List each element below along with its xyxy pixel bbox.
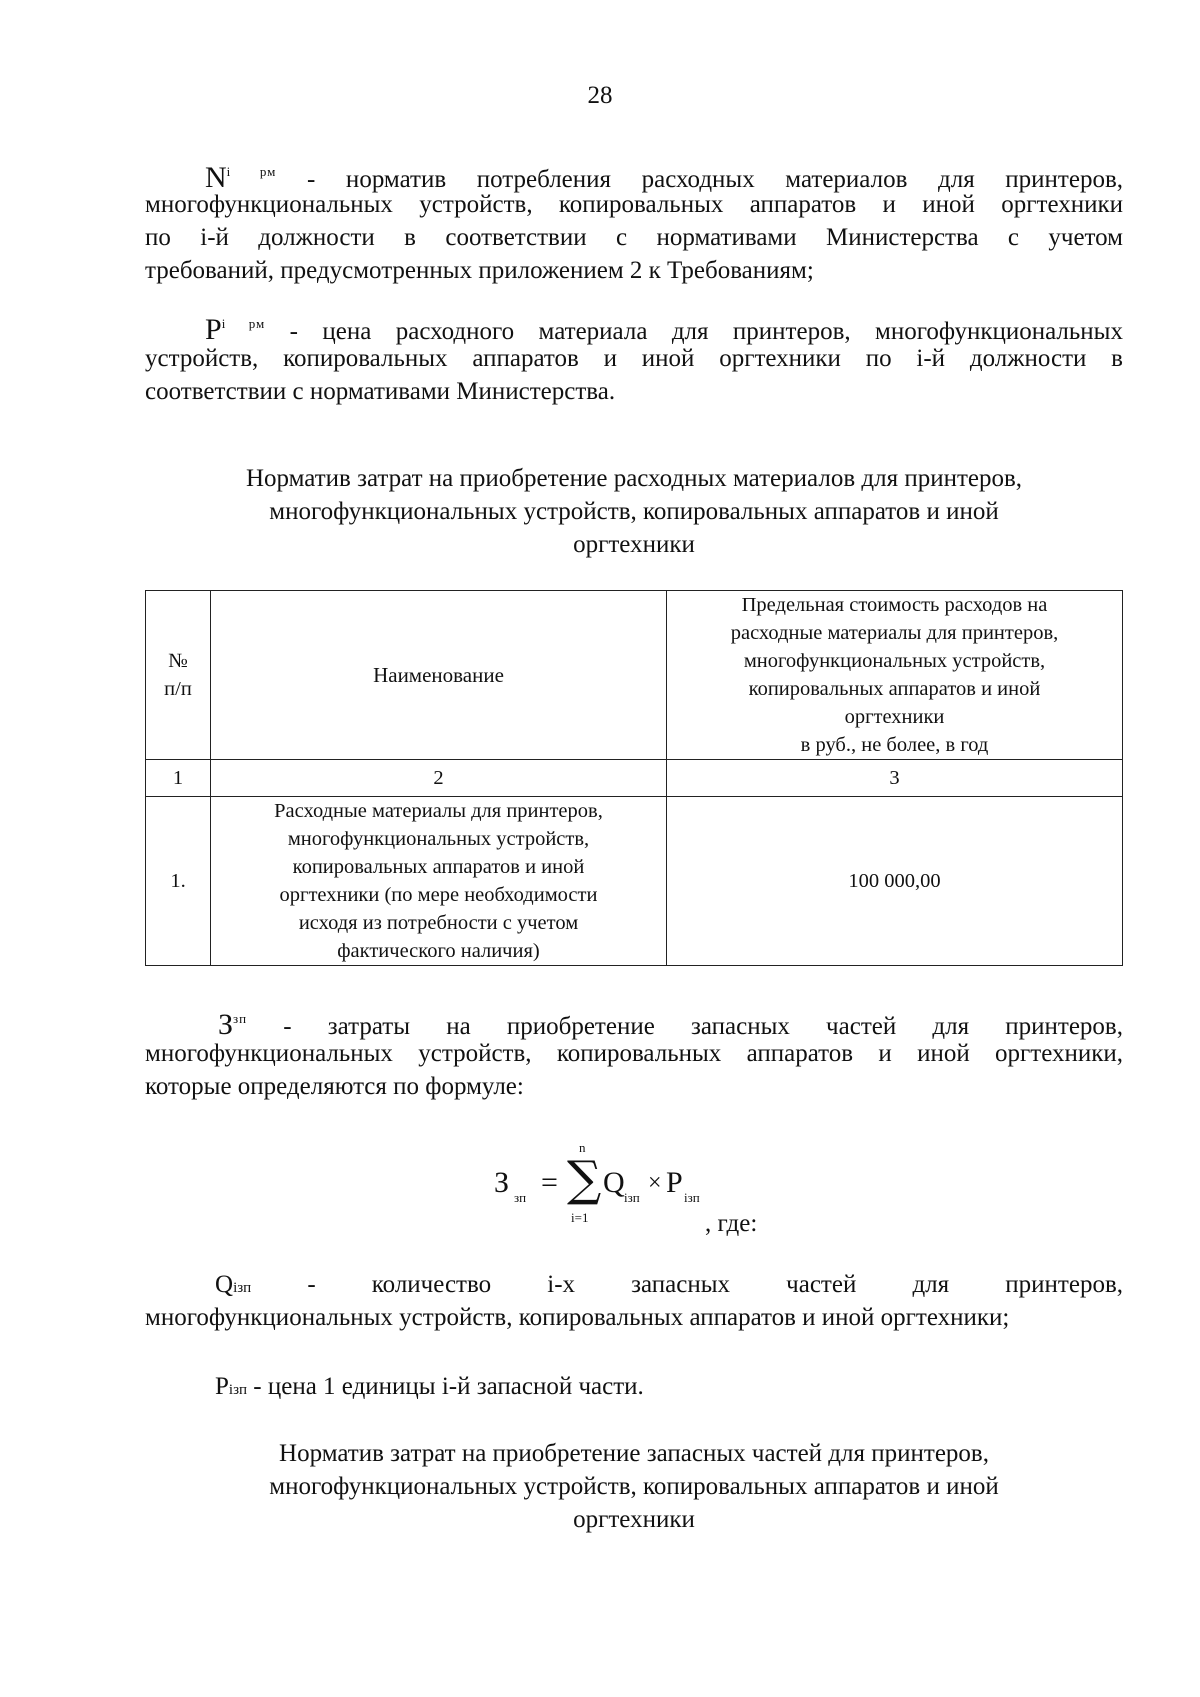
definition-z-line-2: многофункциональных устройств, копировальных аппаратов и иной оргтехники, [145,1040,1123,1067]
formula [0,1140,1200,1250]
row-num: 1. [146,797,211,966]
row-name-line: Расходные материалы для принтеров, [274,800,603,822]
definition-p-line-3: соответствии с нормативами Министерства. [145,378,616,405]
header-cost-line: в руб., не более, в год [800,734,989,756]
row-name-line: многофункциональных устройств, [287,828,590,850]
definition-z-first-line [145,995,1123,1041]
definition-z-line-3: которые определяются по формуле: [145,1073,524,1100]
row-name [211,797,667,966]
row-name-line: копировальных аппаратов и иной [292,856,585,878]
formula-p-subscript: iзп [684,1190,700,1205]
heading2-line: Норматив затрат на приобретение запасных частей для принтеров, [279,1440,989,1467]
header-cost [667,591,1123,760]
formula-sum-lower: i=1 [571,1210,589,1225]
norm-table [145,590,1123,966]
symbol-q: Q [215,1271,234,1298]
column-number-cell: 1 [146,760,211,797]
header-num-line: № [168,650,188,672]
formula-lhs-subscript: зп [514,1190,527,1205]
definition-z-zp [145,995,1123,1103]
heading-consumables-norm [145,462,1123,561]
page-number: 28 [587,82,613,109]
formula-q-subscript: iзп [624,1190,640,1205]
table-header-row [146,591,1123,760]
table-column-numbers-row [146,760,1123,797]
definition-q-first-line [145,1268,1123,1301]
definition-z-line-1: - затраты на приобретение запасных частей для принтеров, [247,1013,1123,1040]
row-name-line: исходя из потребности с учетом [298,912,579,934]
formula-sum-sign: ∑ [567,1151,602,1207]
header-num [146,591,211,760]
heading1-line: оргтехники [573,531,695,558]
formula-p: P [666,1166,683,1199]
column-number-cell: 3 [667,760,1123,797]
heading2-line: многофункциональных устройств, копировальных аппаратов и иной [269,1473,999,1500]
row-name-line: фактического наличия) [337,940,540,962]
symbol-z-subscript: зп [233,1011,248,1026]
table-row [146,797,1123,966]
definition-p-line-1: - цена расходного материала для принтеров, многофункциональных [265,318,1123,345]
header-cost-line: многофункциональных устройств, [743,650,1046,672]
formula-equals: = [541,1166,558,1199]
header-cost-line: копировальных аппаратов и иной [748,678,1041,700]
definition-p-irm [145,300,1123,408]
definition-q-line-1: - количество i-х запасных частей для принтеров, [251,1271,1123,1298]
symbol-n: N [205,161,227,194]
definition-n-line-1: - норматив потребления расходных материалов для принтеров, [276,166,1123,193]
definition-q-izp [145,1268,1123,1334]
formula-lhs: З [494,1166,510,1199]
definition-q-line-2: многофункциональных устройств, копировальных аппаратов и иной оргтехники; [145,1304,1010,1331]
definition-p-izp-line [145,1370,1123,1403]
heading-spare-parts-norm [145,1437,1123,1536]
definition-p-line-2: устройств, копировальных аппаратов и иной оргтехники по i-й должности в [145,345,1123,372]
heading1-line: многофункциональных устройств, копировальных аппаратов и иной [269,498,999,525]
symbol-p-subscript: i рм [221,316,266,331]
formula-where: , где: [705,1210,758,1237]
formula-times: × [648,1170,662,1196]
symbol-q-subscript: iзп [233,1280,252,1296]
symbol-p: P [205,313,222,346]
header-cost-line: Предельная стоимость расходов на [741,594,1048,616]
definition-n-line-3: по i-й должности в соответствии с нормативами Министерства с учетом [145,224,1123,251]
header-num-line: п/п [164,678,192,700]
definition-p-izp [145,1370,1123,1403]
row-name-line: оргтехники (по мере необходимости [279,884,598,906]
row-cost: 100 000,00 [667,797,1123,966]
formula-sum-upper: n [579,1140,586,1155]
column-number-cell: 2 [211,760,667,797]
header-cost-line: расходные материалы для принтеров, [730,622,1059,644]
formula-q: Q [603,1166,625,1199]
definition-n-first-line [145,148,1123,194]
header-cost-line: оргтехники [844,706,945,728]
symbol-p-izp-subscript: iзп [228,1382,248,1398]
definition-n-irm [145,148,1123,287]
symbol-n-subscript: i рм [226,164,277,179]
heading2-line: оргтехники [573,1506,695,1533]
definition-n-line-4: требований, предусмотренных приложением 2 к Требованиям; [145,257,814,284]
definition-p-first-line [145,300,1123,346]
symbol-p-izp: P [215,1373,229,1400]
symbol-z: З [218,1008,234,1041]
definition-p-izp-text: - цена 1 единицы i-й запасной части. [247,1373,644,1400]
header-name: Наименование [211,591,667,760]
definition-n-line-2: многофункциональных устройств, копировальных аппаратов и иной оргтехники [145,191,1123,218]
heading1-line: Норматив затрат на приобретение расходных материалов для принтеров, [245,465,1023,492]
